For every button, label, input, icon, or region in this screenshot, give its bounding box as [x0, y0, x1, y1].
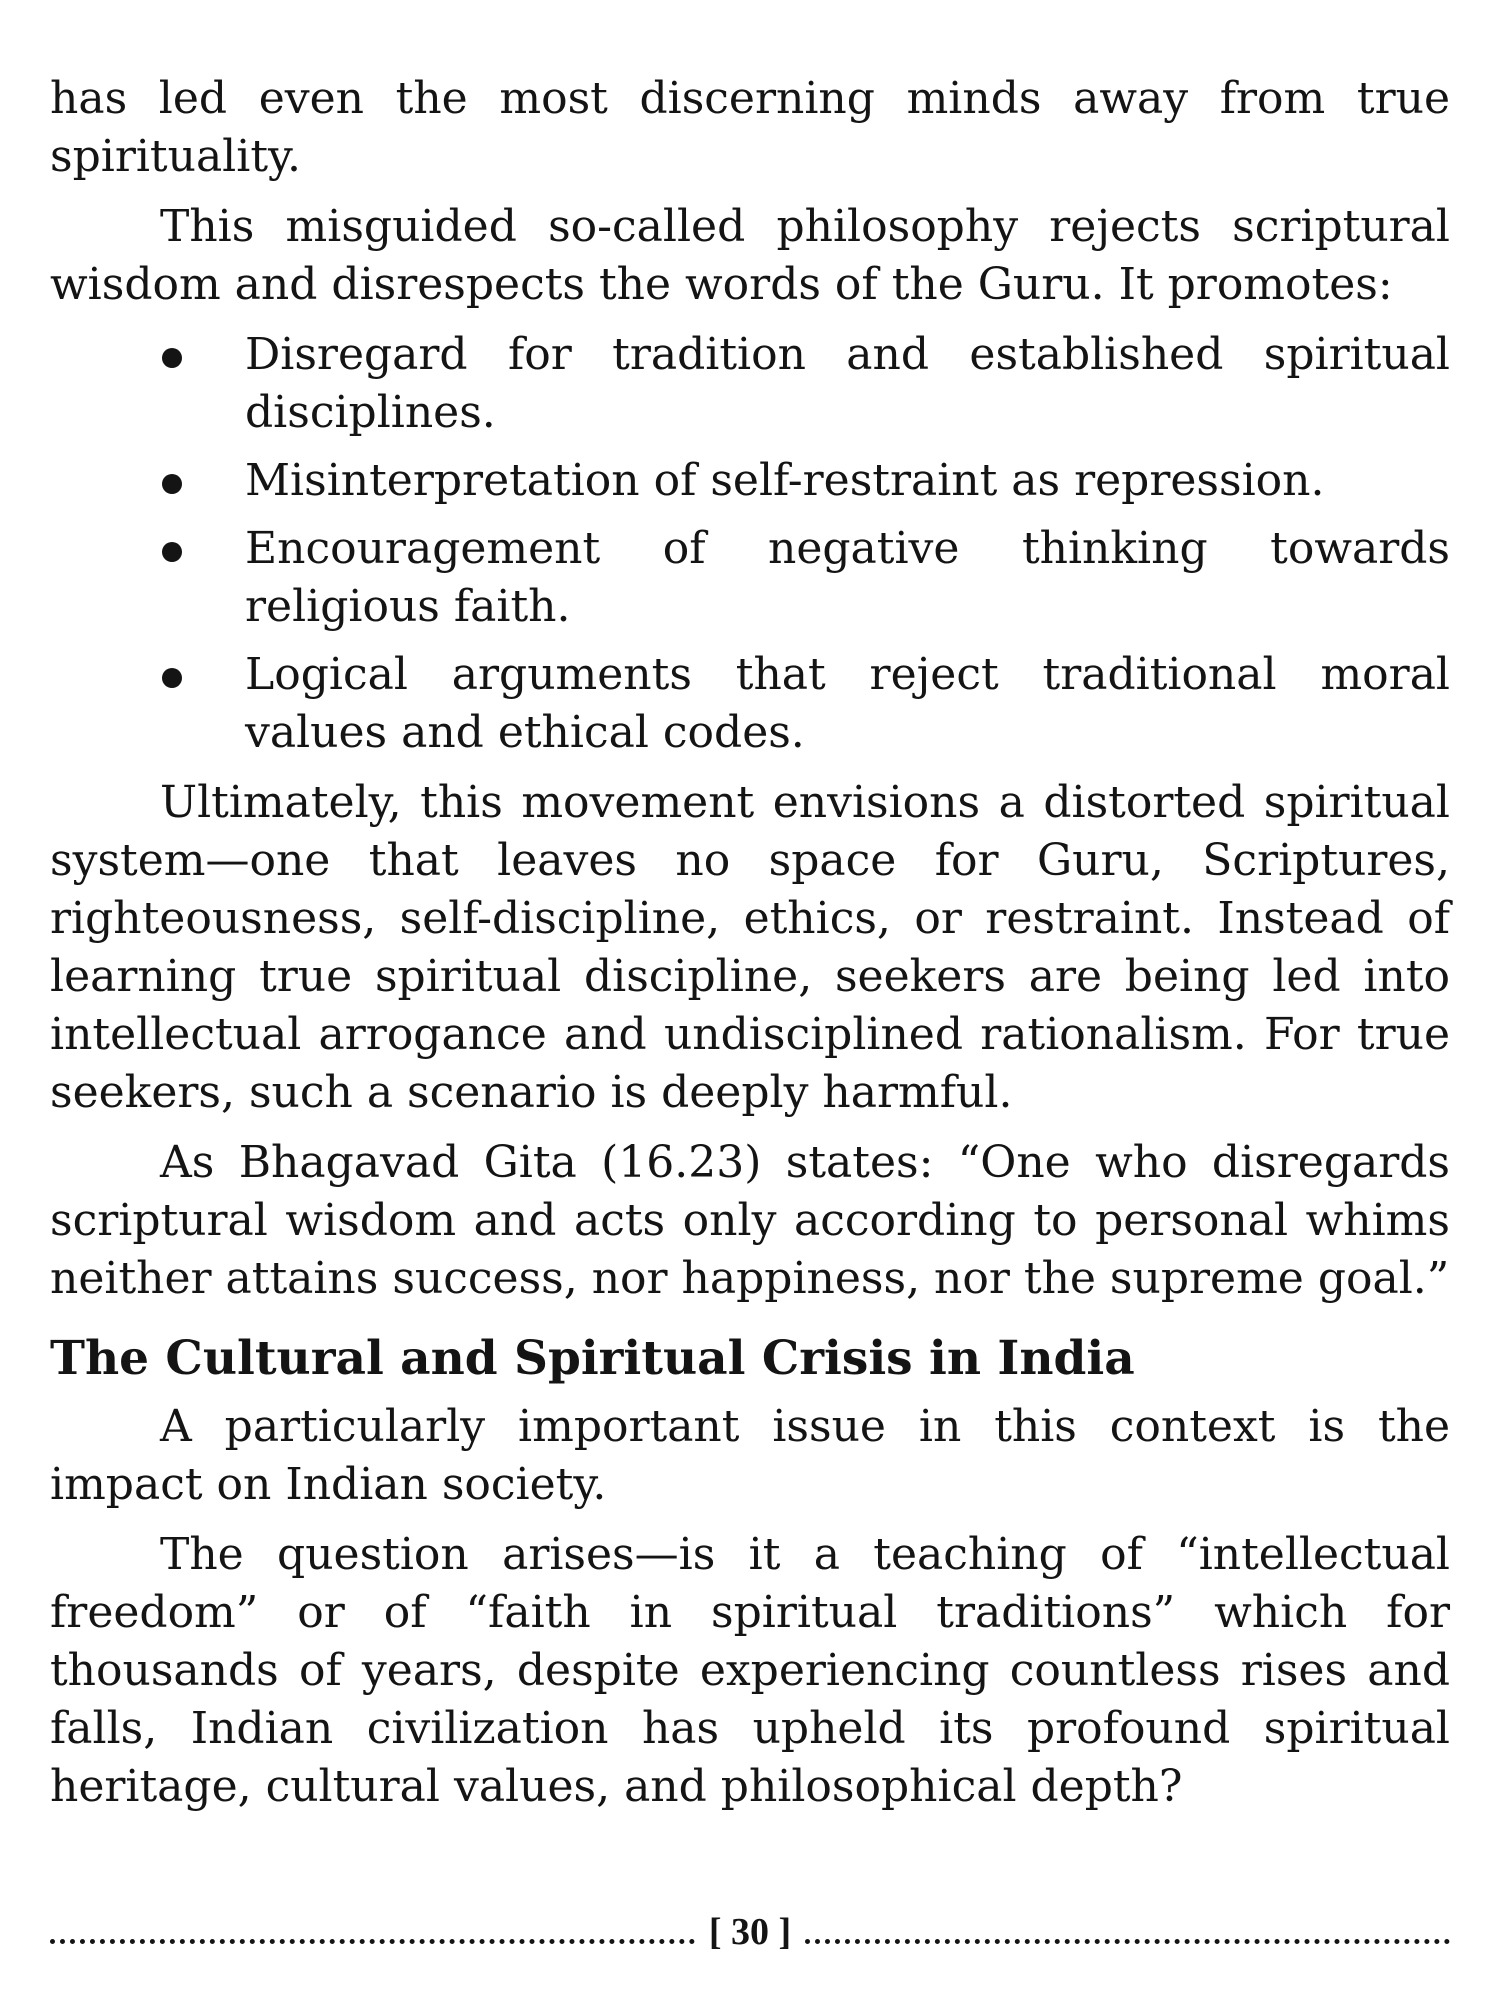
page-footer [50, 1910, 1450, 1954]
bullet-icon [162, 668, 182, 688]
section-heading: The Cultural and Spiritual Crisis in India [50, 1331, 1135, 1386]
paragraph-ultimately: Ultimately, this movement envisions a distorted spiritual system—one that leaves no space for Guru, Scriptures, righteousness, self-discipline, ethics, or restraint. Instead of learning true spiritual discipline, seekers are being led into intellectual arrogance and undisciplined rationalism. For true seekers, such a scenario is deeply harmful. [50, 777, 1450, 1118]
paragraph-philosophy: This misguided so-called philosophy rejects scriptural wisdom and disrespects the words of the Guru. It promotes: [50, 201, 1450, 310]
paragraph-question: The question arises—is it a teaching of “intellectual freedom” or of “faith in spiritual traditions” which for thousands of years, despite experiencing countless rises and falls, Indian civilization has upheld its profound spiritual heritage, cultural values, and philosophical depth? [50, 1529, 1450, 1812]
footer-dotted-rule-left [50, 1939, 695, 1944]
paragraph-continuation: has led even the most discerning minds away from true spirituality. [50, 73, 1450, 182]
promotes-list [50, 326, 1450, 762]
bullet-icon [162, 542, 182, 562]
bullet-icon [162, 348, 182, 368]
list-item [50, 646, 1450, 762]
list-item [50, 326, 1450, 442]
paragraph-impact: A particularly important issue in this context is the impact on Indian society. [50, 1401, 1450, 1510]
list-item-text: Logical arguments that reject traditional moral values and ethical codes. [245, 649, 1450, 758]
list-item [50, 452, 1450, 510]
list-item-text: Disregard for tradition and established spiritual disciplines. [245, 329, 1450, 438]
bullet-icon [162, 474, 182, 494]
list-item-text: Misinterpretation of self-restraint as repression. [245, 455, 1325, 506]
page-number: [ 30 ] [708, 1911, 792, 1953]
paragraph-gita-quote: As Bhagavad Gita (16.23) states: “One who disregards scriptural wisdom and acts only according to personal whims neither attains success, nor happiness, nor the supreme goal.” [50, 1137, 1450, 1304]
footer-dotted-rule-right [805, 1939, 1450, 1944]
list-item-text: Encouragement of negative thinking towards religious faith. [245, 523, 1450, 632]
page-content [50, 70, 1450, 1828]
list-item [50, 520, 1450, 636]
